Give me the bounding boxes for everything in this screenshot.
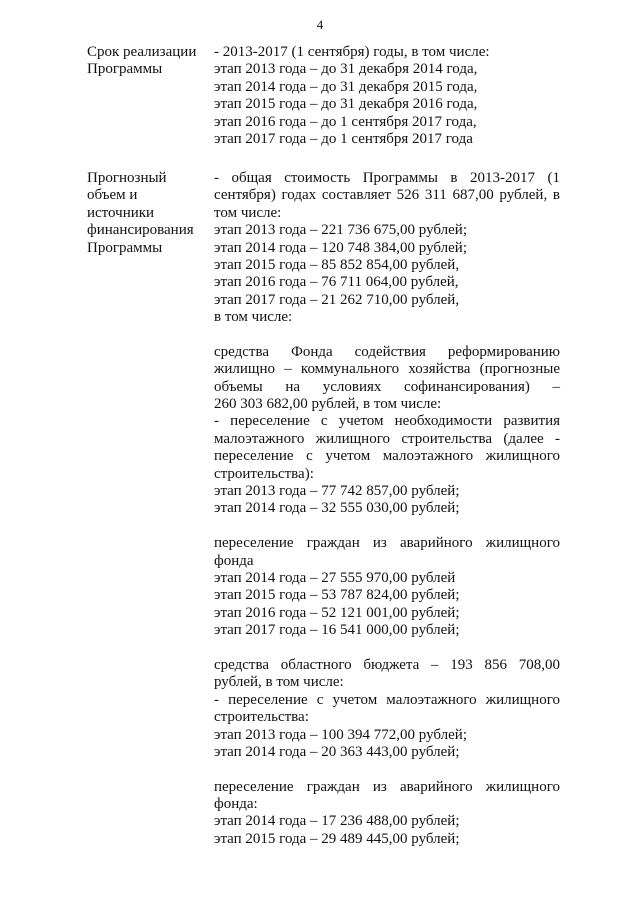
regional-emergency-stage: этап 2014 года – 17 236 488,00 рублей; [214, 813, 460, 830]
fund-intro-line: средства Фонда содействия реформированию [214, 343, 560, 360]
regional-intro-line: строительства: [214, 709, 309, 726]
fund-intro-line: переселение с учетом малоэтажного жилищного [214, 448, 560, 465]
period-label-line: Срок реализации [87, 44, 197, 60]
regional-low-rise-stage: этап 2014 года – 20 363 443,00 рублей; [214, 743, 460, 760]
funding-label-line: финансирования [87, 222, 194, 239]
period-value-line: - 2013-2017 (1 сентября) годы, в том числе: [214, 44, 490, 60]
total-stage-line: этап 2017 года – 21 262 710,00 рублей, [214, 291, 460, 308]
fund-intro-line: жилищно – коммунального хозяйства (прогнозные [214, 361, 560, 378]
total-stage-line: этап 2013 года – 221 736 675,00 рублей; [214, 222, 468, 239]
funding-value [214, 170, 560, 848]
period-value-line: этап 2013 года – до 31 декабря 2014 года, [214, 61, 478, 78]
total-stage-line: в том числе: [214, 309, 293, 326]
fund-emergency-stage: этап 2014 года – 27 555 970,00 рублей [214, 569, 456, 586]
period-value-line: этап 2014 года – до 31 декабря 2015 года, [214, 78, 478, 95]
spacer [214, 327, 560, 344]
period-value-line: этап 2016 года – до 1 сентября 2017 года, [214, 113, 477, 130]
funding-label-line: источники [87, 204, 155, 221]
total-intro-line: сентября) годах составляет 526 311 687,00 рублей, в [214, 187, 560, 204]
period-value [214, 44, 560, 148]
funding-label-line: объем и [87, 187, 138, 204]
spacer [214, 761, 560, 778]
fund-low-rise-stage: этап 2014 года – 32 555 030,00 рублей; [214, 500, 460, 517]
funding-label-line: Прогнозный [87, 170, 167, 186]
fund-emergency-heading: фонда [214, 552, 254, 569]
regional-emergency-heading: фонда: [214, 796, 258, 813]
spacer [214, 640, 560, 657]
funding-label [87, 170, 207, 257]
fund-intro-line: строительства): [214, 465, 314, 482]
page-number: 4 [316, 17, 324, 32]
total-stage-line: этап 2014 года – 120 748 384,00 рублей; [214, 239, 468, 256]
regional-emergency-heading: переселение граждан из аварийного жилищного [214, 778, 560, 795]
regional-emergency-stage: этап 2015 года – 29 489 445,00 рублей; [214, 830, 460, 847]
period-label [87, 44, 207, 79]
fund-emergency-heading: переселение граждан из аварийного жилищного [214, 535, 560, 552]
total-stage-line: этап 2016 года – 76 711 064,00 рублей, [214, 274, 459, 291]
fund-intro-line: - переселение с учетом необходимости развития [214, 413, 560, 430]
fund-emergency-stage: этап 2017 года – 16 541 000,00 рублей; [214, 622, 460, 639]
fund-emergency-stage: этап 2016 года – 52 121 001,00 рублей; [214, 604, 460, 621]
fund-intro-line: малоэтажного жилищного строительства (далее - [214, 430, 560, 447]
total-stage-line: этап 2015 года – 85 852 854,00 рублей, [214, 256, 460, 273]
regional-low-rise-stage: этап 2013 года – 100 394 772,00 рублей; [214, 726, 468, 743]
period-value-line: этап 2015 года – до 31 декабря 2016 года, [214, 96, 478, 113]
regional-intro-line: - переселение с учетом малоэтажного жилищного [214, 691, 560, 708]
fund-emergency-stage: этап 2015 года – 53 787 824,00 рублей; [214, 587, 460, 604]
period-label-line: Программы [87, 61, 163, 78]
total-intro-line: - общая стоимость Программы в 2013-2017 (1 [214, 170, 560, 186]
spacer [214, 518, 560, 535]
period-value-line: этап 2017 года – до 1 сентября 2017 года [214, 130, 473, 147]
regional-intro-line: рублей, в том числе: [214, 674, 344, 691]
funding-label-line: Программы [87, 239, 163, 256]
total-intro-line: том числе: [214, 204, 282, 221]
regional-intro-line: средства областного бюджета – 193 856 708,00 [214, 656, 560, 673]
fund-intro-line: объемы на условиях софинансирования) – [214, 378, 560, 395]
fund-intro-line: 260 303 682,00 рублей, в том числе: [214, 396, 442, 413]
fund-low-rise-stage: этап 2013 года – 77 742 857,00 рублей; [214, 483, 460, 500]
